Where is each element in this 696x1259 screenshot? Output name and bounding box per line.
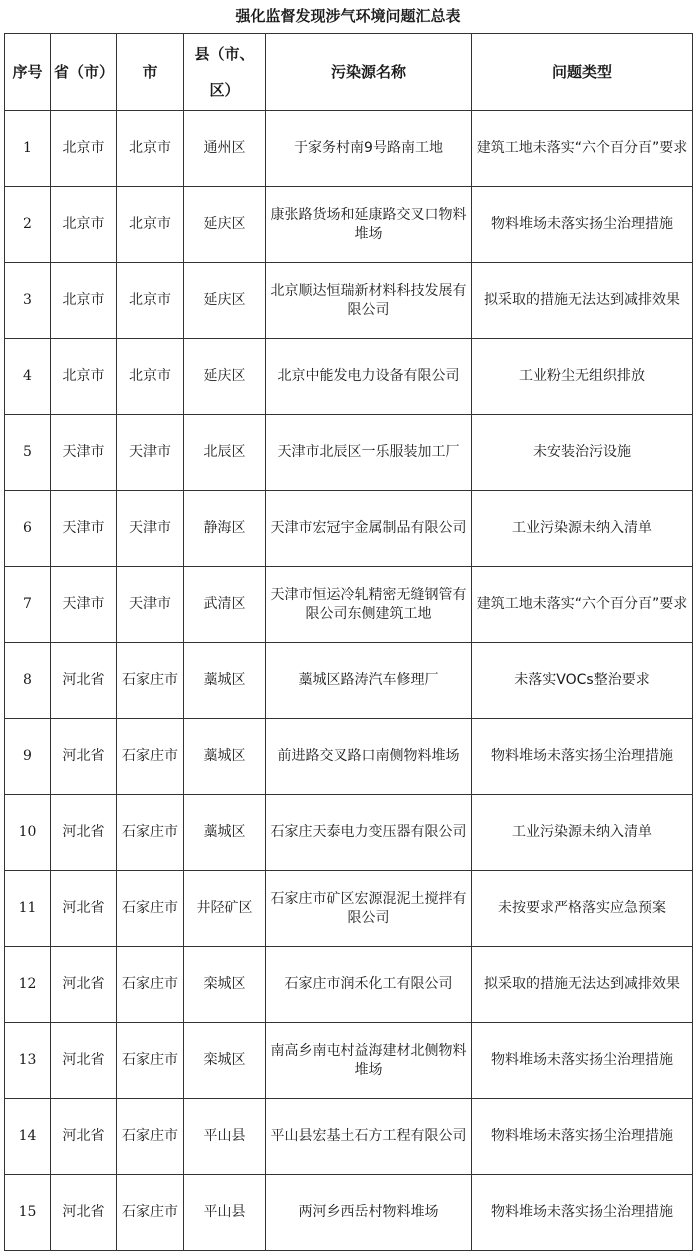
table-row: [5, 643, 693, 719]
table-row: [5, 415, 693, 491]
cell-seq: 15: [5, 1175, 51, 1251]
cell-source: 北京中能发电力设备有限公司: [266, 339, 472, 415]
cell-source: 石家庄市矿区宏源混泥土搅拌有限公司: [266, 871, 472, 947]
cell-issue: 物料堆场未落实扬尘治理措施: [472, 187, 693, 263]
cell-issue: 建筑工地未落实“六个百分百”要求: [472, 567, 693, 643]
table-row: [5, 719, 693, 795]
cell-source: 于家务村南9号路南工地: [266, 111, 472, 187]
cell-source: 北京顺达恒瑞新材料科技发展有限公司: [266, 263, 472, 339]
cell-city: 北京市: [117, 339, 184, 415]
cell-province: 天津市: [51, 415, 117, 491]
cell-county: 延庆区: [184, 339, 266, 415]
header-source: 污染源名称: [266, 34, 472, 111]
table-row: [5, 1099, 693, 1175]
table-row: [5, 111, 693, 187]
table-row: [5, 947, 693, 1023]
cell-county: 平山县: [184, 1099, 266, 1175]
issue-summary-table: [4, 33, 693, 1251]
cell-source: 天津市北辰区一乐服装加工厂: [266, 415, 472, 491]
cell-issue: 物料堆场未落实扬尘治理措施: [472, 719, 693, 795]
table-row: [5, 1175, 693, 1251]
cell-source: 南高乡南屯村益海建材北侧物料堆场: [266, 1023, 472, 1099]
cell-county: 藁城区: [184, 795, 266, 871]
cell-city: 石家庄市: [117, 1023, 184, 1099]
header-seq: 序号: [5, 34, 51, 111]
table-row: [5, 187, 693, 263]
header-province: 省（市）: [51, 34, 117, 111]
cell-seq: 5: [5, 415, 51, 491]
cell-source: 天津市恒运冷轧精密无缝钢管有限公司东侧建筑工地: [266, 567, 472, 643]
cell-city: 石家庄市: [117, 643, 184, 719]
cell-issue: 工业污染源未纳入清单: [472, 795, 693, 871]
cell-source: 康张路货场和延康路交叉口物料堆场: [266, 187, 472, 263]
cell-issue: 未安装治污设施: [472, 415, 693, 491]
cell-issue: 物料堆场未落实扬尘治理措施: [472, 1023, 693, 1099]
cell-province: 河北省: [51, 795, 117, 871]
cell-seq: 3: [5, 263, 51, 339]
cell-issue: 工业污染源未纳入清单: [472, 491, 693, 567]
cell-county: 北辰区: [184, 415, 266, 491]
cell-issue: 物料堆场未落实扬尘治理措施: [472, 1099, 693, 1175]
cell-city: 石家庄市: [117, 1175, 184, 1251]
cell-seq: 2: [5, 187, 51, 263]
table-row: [5, 263, 693, 339]
cell-county: 静海区: [184, 491, 266, 567]
cell-issue: 工业粉尘无组织排放: [472, 339, 693, 415]
cell-province: 河北省: [51, 947, 117, 1023]
cell-county: 武清区: [184, 567, 266, 643]
table-row: [5, 795, 693, 871]
cell-county: 藁城区: [184, 719, 266, 795]
cell-seq: 9: [5, 719, 51, 795]
table-row: [5, 491, 693, 567]
cell-issue: 建筑工地未落实“六个百分百”要求: [472, 111, 693, 187]
cell-source: 石家庄市润禾化工有限公司: [266, 947, 472, 1023]
cell-city: 石家庄市: [117, 795, 184, 871]
table-row: [5, 567, 693, 643]
cell-province: 河北省: [51, 1023, 117, 1099]
table-row: [5, 1023, 693, 1099]
cell-seq: 14: [5, 1099, 51, 1175]
page-title: 强化监督发现涉气环境问题汇总表: [235, 7, 461, 25]
cell-issue: 物料堆场未落实扬尘治理措施: [472, 1175, 693, 1251]
cell-province: 河北省: [51, 719, 117, 795]
header-issue: 问题类型: [472, 34, 693, 111]
cell-city: 天津市: [117, 491, 184, 567]
cell-province: 北京市: [51, 263, 117, 339]
cell-province: 天津市: [51, 491, 117, 567]
cell-province: 北京市: [51, 111, 117, 187]
cell-city: 石家庄市: [117, 719, 184, 795]
cell-city: 北京市: [117, 263, 184, 339]
cell-province: 北京市: [51, 187, 117, 263]
cell-county: 栾城区: [184, 947, 266, 1023]
cell-source: 天津市宏冠宇金属制品有限公司: [266, 491, 472, 567]
cell-city: 石家庄市: [117, 947, 184, 1023]
cell-source: 前进路交叉路口南侧物料堆场: [266, 719, 472, 795]
cell-province: 北京市: [51, 339, 117, 415]
table-row: [5, 871, 693, 947]
cell-city: 石家庄市: [117, 871, 184, 947]
cell-source: 藁城区路涛汽车修理厂: [266, 643, 472, 719]
cell-county: 延庆区: [184, 187, 266, 263]
cell-seq: 12: [5, 947, 51, 1023]
cell-province: 河北省: [51, 643, 117, 719]
cell-seq: 11: [5, 871, 51, 947]
cell-county: 栾城区: [184, 1023, 266, 1099]
cell-province: 河北省: [51, 1175, 117, 1251]
cell-county: 藁城区: [184, 643, 266, 719]
cell-source: 石家庄天泰电力变压器有限公司: [266, 795, 472, 871]
table-row: [5, 339, 693, 415]
cell-county: 延庆区: [184, 263, 266, 339]
header-county: 县（市、区）: [184, 34, 266, 111]
cell-city: 天津市: [117, 415, 184, 491]
cell-city: 北京市: [117, 187, 184, 263]
cell-county: 通州区: [184, 111, 266, 187]
cell-province: 天津市: [51, 567, 117, 643]
cell-seq: 7: [5, 567, 51, 643]
table-header-row: [5, 34, 693, 111]
cell-city: 北京市: [117, 111, 184, 187]
cell-seq: 10: [5, 795, 51, 871]
cell-county: 井陉矿区: [184, 871, 266, 947]
cell-source: 平山县宏基土石方工程有限公司: [266, 1099, 472, 1175]
cell-seq: 13: [5, 1023, 51, 1099]
cell-issue: 未落实VOCs整治要求: [472, 643, 693, 719]
cell-seq: 1: [5, 111, 51, 187]
cell-issue: 拟采取的措施无法达到减排效果: [472, 947, 693, 1023]
header-city: 市: [117, 34, 184, 111]
cell-seq: 6: [5, 491, 51, 567]
cell-province: 河北省: [51, 1099, 117, 1175]
cell-issue: 拟采取的措施无法达到减排效果: [472, 263, 693, 339]
cell-issue: 未按要求严格落实应急预案: [472, 871, 693, 947]
cell-province: 河北省: [51, 871, 117, 947]
cell-source: 两河乡西岳村物料堆场: [266, 1175, 472, 1251]
cell-seq: 4: [5, 339, 51, 415]
cell-city: 天津市: [117, 567, 184, 643]
cell-seq: 8: [5, 643, 51, 719]
cell-city: 石家庄市: [117, 1099, 184, 1175]
cell-county: 平山县: [184, 1175, 266, 1251]
